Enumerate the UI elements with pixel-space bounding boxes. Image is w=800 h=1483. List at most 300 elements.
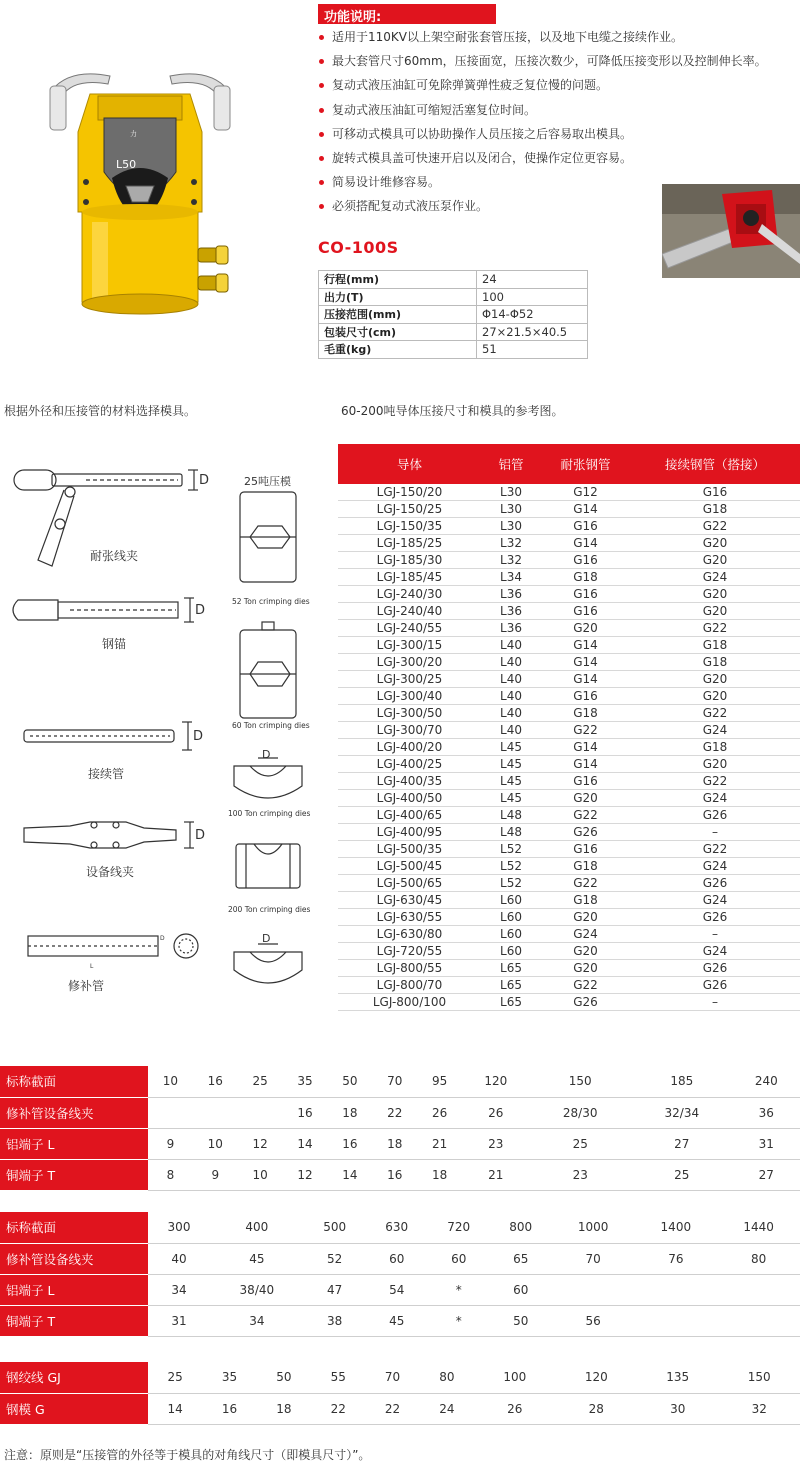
spec-value: 27×21.5×40.5 [477, 323, 588, 341]
size-cell: 34 [148, 1274, 210, 1305]
spec-row [319, 288, 588, 306]
size-cell: 55 [311, 1362, 365, 1393]
size-cell: 12 [238, 1128, 283, 1159]
ref-table-cell: L60 [481, 909, 541, 926]
size-cell: 16 [372, 1159, 417, 1190]
size-cell: 22 [365, 1393, 419, 1424]
size-table-2 [0, 1212, 800, 1337]
die-60t-drawing [234, 758, 302, 798]
ref-table-cell: G22 [630, 705, 800, 722]
ref-table-cell: G20 [630, 756, 800, 773]
ref-table-cell: G22 [630, 773, 800, 790]
spec-value: 24 [477, 271, 588, 289]
size-row-label: 铜端子 T [0, 1305, 148, 1336]
dim-d-5: D [262, 748, 271, 761]
ref-table-cell: LGJ-240/30 [338, 586, 481, 603]
size-row-label: 铜端子 T [0, 1159, 148, 1190]
size-cell: 50 [328, 1066, 373, 1097]
ref-table-cell: G24 [630, 790, 800, 807]
size-table-row [0, 1274, 800, 1305]
ref-table-cell: LGJ-300/20 [338, 654, 481, 671]
ref-table-cell: L36 [481, 603, 541, 620]
size-cell: * [428, 1305, 490, 1336]
ref-table-cell: G16 [541, 773, 630, 790]
ref-table-cell: LGJ-800/100 [338, 994, 481, 1011]
die-title-200t: 200 Ton crimping dies [228, 905, 311, 914]
dim-d-2: D [195, 603, 206, 618]
ref-table-cell: LGJ-400/95 [338, 824, 481, 841]
ref-table-cell: L60 [481, 943, 541, 960]
spec-row [319, 341, 588, 359]
ref-table-cell: LGJ-400/35 [338, 773, 481, 790]
size-cell: 21 [417, 1128, 462, 1159]
spec-row [319, 271, 588, 289]
size-cell: 1000 [552, 1212, 635, 1243]
ref-table-cell: LGJ-500/35 [338, 841, 481, 858]
ref-table-row [338, 569, 800, 586]
ref-table-cell: G20 [630, 586, 800, 603]
size-cell: 14 [148, 1393, 202, 1424]
note-left: 根据外径和压接管的材料选择模具。 [4, 404, 197, 418]
ref-table-cell: L45 [481, 790, 541, 807]
size-cell: 26 [417, 1097, 462, 1128]
ref-table-cell: G22 [541, 875, 630, 892]
size-cell: 52 [304, 1243, 366, 1274]
ref-table-row [338, 654, 800, 671]
ref-table-cell: G26 [630, 909, 800, 926]
ref-table-cell: G16 [541, 552, 630, 569]
ref-table-cell: G26 [541, 824, 630, 841]
size-cell: 32/34 [631, 1097, 733, 1128]
ref-table-cell: G22 [630, 841, 800, 858]
size-cell: 25 [148, 1362, 202, 1393]
ref-table-cell: L40 [481, 671, 541, 688]
ref-table-cell: G26 [630, 960, 800, 977]
ref-table-row [338, 535, 800, 552]
ref-table-cell: G18 [630, 501, 800, 518]
size-cell: 45 [210, 1243, 304, 1274]
ref-table-row [338, 484, 800, 501]
size-cell: 8 [148, 1159, 193, 1190]
size-cell: 31 [148, 1305, 210, 1336]
size-cell: 95 [417, 1066, 462, 1097]
ref-table-cell: LGJ-400/50 [338, 790, 481, 807]
ref-table-cell: G18 [630, 637, 800, 654]
ref-table-cell: LGJ-630/80 [338, 926, 481, 943]
size-cell: 240 [733, 1066, 800, 1097]
label-equipment-clamp: 设备线夹 [86, 865, 135, 879]
ref-table-cell: L65 [481, 960, 541, 977]
ref-table-cell: G16 [541, 518, 630, 535]
label-steel-anchor: 钢锚 [102, 637, 127, 651]
size-cell: 10 [193, 1128, 238, 1159]
ref-table-cell: G20 [541, 943, 630, 960]
size-cell: 34 [210, 1305, 304, 1336]
ref-table-cell: L34 [481, 569, 541, 586]
ref-table-cell: G16 [541, 586, 630, 603]
size-cell: 10 [238, 1159, 283, 1190]
size-row-label: 铝端子 L [0, 1274, 148, 1305]
size-cell: 36 [733, 1097, 800, 1128]
feature-item: 简易设计维修容易。 [318, 175, 800, 190]
size-cell: 18 [372, 1128, 417, 1159]
equipment-clamp-drawing [24, 822, 194, 848]
die-title-100t: 100 Ton crimping dies [228, 809, 311, 818]
ref-header-cell: 耐张钢管 [541, 444, 630, 484]
ref-table-row [338, 603, 800, 620]
size-cell: 9 [148, 1128, 193, 1159]
ref-table-cell: LGJ-150/25 [338, 501, 481, 518]
ref-table-cell: G22 [541, 807, 630, 824]
size-cell [717, 1274, 800, 1305]
ref-table-cell: G26 [630, 977, 800, 994]
size-cell [193, 1097, 238, 1128]
crimping-tool-photo [30, 62, 250, 332]
size-cell: 10 [148, 1066, 193, 1097]
dim-d-small: D [160, 935, 165, 942]
ref-table-cell: G20 [541, 790, 630, 807]
ref-table-cell: LGJ-400/25 [338, 756, 481, 773]
ref-table-cell: G18 [541, 705, 630, 722]
ref-table-body [338, 484, 800, 1011]
ref-table-cell: G18 [541, 569, 630, 586]
size-cell: 60 [490, 1274, 552, 1305]
dim-d-1: D [199, 473, 210, 488]
ref-table-cell: G20 [630, 603, 800, 620]
ref-table-cell: G18 [541, 858, 630, 875]
ref-table-cell: G24 [541, 926, 630, 943]
ref-table-cell: L32 [481, 552, 541, 569]
ref-table-cell: L65 [481, 994, 541, 1011]
size-cell: 630 [366, 1212, 428, 1243]
size-cell: 150 [529, 1066, 631, 1097]
ref-table-row [338, 841, 800, 858]
size-cell: 50 [257, 1362, 311, 1393]
ref-table-cell: LGJ-630/55 [338, 909, 481, 926]
size-cell: 28 [556, 1393, 637, 1424]
size-table-row [0, 1362, 800, 1393]
ref-table-cell: LGJ-500/45 [338, 858, 481, 875]
size-cell: 38/40 [210, 1274, 304, 1305]
size-cell: 150 [718, 1362, 800, 1393]
ref-table-row [338, 705, 800, 722]
ref-table-cell: LGJ-400/65 [338, 807, 481, 824]
ref-table-row [338, 501, 800, 518]
ref-table-cell: G20 [541, 909, 630, 926]
ref-table-cell: G20 [541, 620, 630, 637]
die-title-25t: 25吨压模 [244, 475, 291, 488]
size-cell: 70 [372, 1066, 417, 1097]
size-cell [552, 1274, 635, 1305]
ref-table-row [338, 960, 800, 977]
ref-table-cell: L48 [481, 807, 541, 824]
ref-table-cell: G24 [630, 858, 800, 875]
ref-table-cell: L32 [481, 535, 541, 552]
ref-table-cell: G14 [541, 637, 630, 654]
size-cell: 18 [257, 1393, 311, 1424]
ref-table-cell: LGJ-720/55 [338, 943, 481, 960]
ref-table-cell: G24 [630, 892, 800, 909]
size-cell: 800 [490, 1212, 552, 1243]
ref-table-cell: LGJ-240/40 [338, 603, 481, 620]
ref-table-cell: G16 [630, 484, 800, 501]
size-cell: * [428, 1274, 490, 1305]
size-cell: 70 [552, 1243, 635, 1274]
ref-table-row [338, 739, 800, 756]
size-cell: 400 [210, 1212, 304, 1243]
size-cell: 32 [718, 1393, 800, 1424]
ref-table-cell: G14 [541, 501, 630, 518]
size-cell: 185 [631, 1066, 733, 1097]
ref-table-cell: L30 [481, 518, 541, 535]
ref-table-cell: LGJ-150/20 [338, 484, 481, 501]
ref-table-row [338, 943, 800, 960]
ref-header-cell: 铝管 [481, 444, 541, 484]
size-cell: 27 [631, 1128, 733, 1159]
die-100t-drawing [236, 844, 300, 888]
size-row-label: 标称截面 [0, 1212, 148, 1243]
size-cell: 45 [366, 1305, 428, 1336]
ref-table-row [338, 807, 800, 824]
size-row-label: 铝端子 L [0, 1128, 148, 1159]
size-cell: 26 [474, 1393, 555, 1424]
spec-key: 行程(mm) [319, 271, 477, 289]
spec-row [319, 306, 588, 324]
spec-key: 出力(T) [319, 288, 477, 306]
size-cell [148, 1097, 193, 1128]
ref-table-row [338, 586, 800, 603]
ref-table-cell: LGJ-150/35 [338, 518, 481, 535]
model-title: CO-100S [318, 238, 399, 257]
ref-table-cell: G18 [541, 892, 630, 909]
ref-table-cell: LGJ-800/55 [338, 960, 481, 977]
size-cell: 100 [474, 1362, 555, 1393]
size-cell: 76 [634, 1243, 717, 1274]
ref-table-cell: G12 [541, 484, 630, 501]
ref-table-cell: G16 [541, 841, 630, 858]
size-cell: 120 [462, 1066, 529, 1097]
size-cell: 18 [328, 1097, 373, 1128]
ref-table-row [338, 994, 800, 1011]
ref-table-row [338, 722, 800, 739]
feature-item: 最大套管尺寸60mm，压接面宽，压接次数少，可降低压接变形以及控制伸长率。 [318, 54, 800, 69]
feature-item: 适用于110KV以上架空耐张套管压接，以及地下电缆之接续作业。 [318, 30, 800, 45]
size-cell: 60 [428, 1243, 490, 1274]
die-25t-drawing [240, 492, 296, 582]
size-table-row [0, 1128, 800, 1159]
ref-table-cell: G14 [541, 756, 630, 773]
ref-table-cell: L40 [481, 654, 541, 671]
feature-item: 必须搭配复动式液压泵作业。 [318, 199, 800, 214]
ref-table-cell: L45 [481, 756, 541, 773]
size-cell: 1400 [634, 1212, 717, 1243]
size-cell: 21 [462, 1159, 529, 1190]
ref-table-row [338, 858, 800, 875]
dim-l-small: L [90, 963, 94, 970]
size-cell: 16 [193, 1066, 238, 1097]
ref-table-cell: L40 [481, 688, 541, 705]
ref-table-row [338, 552, 800, 569]
die-title-52t: 52 Ton crimping dies [232, 597, 310, 606]
size-row-label: 钢绞线 GJ [0, 1362, 148, 1393]
ref-table-row [338, 824, 800, 841]
ref-table-cell: G26 [630, 807, 800, 824]
ref-table-cell: G22 [630, 518, 800, 535]
ref-table-row [338, 620, 800, 637]
ref-table-row [338, 926, 800, 943]
dim-d-3: D [193, 729, 204, 744]
die-brand-text: 力 [130, 130, 137, 138]
ref-table-cell: L60 [481, 892, 541, 909]
ref-table-row [338, 892, 800, 909]
die-200t-drawing [234, 944, 302, 983]
label-tension-clamp: 耐张线夹 [90, 549, 139, 563]
ref-table-cell: G24 [630, 722, 800, 739]
size-cell: 25 [238, 1066, 283, 1097]
die-title-60t: 60 Ton crimping dies [232, 721, 310, 730]
size-cell: 31 [733, 1128, 800, 1159]
size-cell [717, 1305, 800, 1336]
ref-table-cell: G20 [630, 552, 800, 569]
spec-key: 包装尺寸(cm) [319, 323, 477, 341]
ref-table-cell: LGJ-185/30 [338, 552, 481, 569]
size-cell: 16 [283, 1097, 328, 1128]
size-row-label: 钢模 G [0, 1393, 148, 1424]
ref-table-row [338, 909, 800, 926]
ref-table-cell: G20 [630, 535, 800, 552]
ref-table-cell: G20 [630, 671, 800, 688]
ref-table-cell: G20 [630, 688, 800, 705]
splice-tube-drawing [24, 722, 192, 750]
size-cell: 1440 [717, 1212, 800, 1243]
size-cell: 23 [462, 1128, 529, 1159]
size-table-row [0, 1159, 800, 1190]
size-cell: 12 [283, 1159, 328, 1190]
size-table-row [0, 1393, 800, 1424]
ref-table-cell: L40 [481, 722, 541, 739]
ref-table-cell: LGJ-630/45 [338, 892, 481, 909]
size-cell: 14 [283, 1128, 328, 1159]
size-cell [634, 1305, 717, 1336]
ref-table-header [338, 444, 800, 484]
tool-in-use-photo [662, 184, 800, 278]
size-cell: 23 [529, 1159, 631, 1190]
size-cell: 56 [552, 1305, 635, 1336]
ref-table-cell: – [630, 824, 800, 841]
ref-table-cell: LGJ-400/20 [338, 739, 481, 756]
ref-table-cell: G20 [541, 960, 630, 977]
ref-table-cell: G16 [541, 603, 630, 620]
size-cell: 65 [490, 1243, 552, 1274]
size-cell: 24 [420, 1393, 474, 1424]
spec-value: Φ14-Φ52 [477, 306, 588, 324]
spec-table [318, 270, 588, 359]
ref-table-cell: L52 [481, 858, 541, 875]
ref-table-row [338, 637, 800, 654]
size-cell: 28/30 [529, 1097, 631, 1128]
label-splice-tube: 接续管 [88, 767, 125, 781]
ref-table-row [338, 688, 800, 705]
size-cell: 135 [637, 1362, 718, 1393]
size-cell: 26 [462, 1097, 529, 1128]
size-cell: 120 [556, 1362, 637, 1393]
size-table-1 [0, 1066, 800, 1191]
size-row-label: 修补管设备线夹 [0, 1097, 148, 1128]
feature-item: 可移动式模具可以协助操作人员压接之后容易取出模具。 [318, 127, 800, 142]
feature-item: 旋转式模具盖可快速开启以及闭合，使操作定位更容易。 [318, 151, 800, 166]
ref-table-cell: – [630, 994, 800, 1011]
size-cell [238, 1097, 283, 1128]
size-cell: 14 [328, 1159, 373, 1190]
ref-table-cell: L40 [481, 705, 541, 722]
size-cell: 70 [365, 1362, 419, 1393]
ref-header-cell: 导体 [338, 444, 481, 484]
size-cell: 50 [490, 1305, 552, 1336]
size-table-row [0, 1097, 800, 1128]
ref-table-cell: LGJ-300/40 [338, 688, 481, 705]
size-row-label: 修补管设备线夹 [0, 1243, 148, 1274]
ref-header-cell: 接续钢管（搭接） [630, 444, 800, 484]
ref-table-cell: LGJ-300/15 [338, 637, 481, 654]
size-cell: 60 [366, 1243, 428, 1274]
size-cell: 27 [733, 1159, 800, 1190]
ref-table-cell: LGJ-185/45 [338, 569, 481, 586]
ref-table-row [338, 518, 800, 535]
size-table-row [0, 1066, 800, 1097]
ref-table-cell: G22 [541, 977, 630, 994]
ref-table-cell: LGJ-300/70 [338, 722, 481, 739]
size-table-row [0, 1305, 800, 1336]
label-repair-sleeve: 修补管 [68, 979, 105, 993]
ref-table-cell: LGJ-800/70 [338, 977, 481, 994]
ref-table-cell: G24 [630, 569, 800, 586]
ref-table-cell: G24 [630, 943, 800, 960]
ref-table-cell: L36 [481, 620, 541, 637]
footnote: 注意：原则是“压接管的外径等于模具的对角线尺寸（即模具尺寸）”。 [4, 1448, 371, 1462]
ref-table-cell: LGJ-500/65 [338, 875, 481, 892]
ref-table-cell: G14 [541, 671, 630, 688]
ref-table-row [338, 756, 800, 773]
repair-sleeve-drawing [28, 934, 198, 958]
size-cell: 300 [148, 1212, 210, 1243]
spec-value: 100 [477, 288, 588, 306]
ref-table-cell: LGJ-185/25 [338, 535, 481, 552]
ref-table-row [338, 790, 800, 807]
ref-table-row [338, 875, 800, 892]
ref-table-cell: G18 [630, 739, 800, 756]
ref-table-cell: L30 [481, 501, 541, 518]
size-cell: 80 [717, 1243, 800, 1274]
ref-table-cell: G18 [630, 654, 800, 671]
size-cell: 720 [428, 1212, 490, 1243]
ref-table-cell: L52 [481, 875, 541, 892]
size-cell: 30 [637, 1393, 718, 1424]
size-cell: 35 [283, 1066, 328, 1097]
ref-table-cell: LGJ-240/55 [338, 620, 481, 637]
ref-table-cell: L45 [481, 739, 541, 756]
spec-value: 51 [477, 341, 588, 359]
ref-table-cell: – [630, 926, 800, 943]
ref-table-cell: L45 [481, 773, 541, 790]
ref-table-cell: LGJ-300/25 [338, 671, 481, 688]
size-cell [634, 1274, 717, 1305]
feature-item: 复动式液压油缸可缩短活塞复位时间。 [318, 103, 800, 118]
ref-table-cell: G14 [541, 535, 630, 552]
features-title: 功能说明: [318, 4, 496, 24]
conductor-die-reference-table [338, 444, 800, 1011]
size-table-row [0, 1212, 800, 1243]
ref-table-cell: L48 [481, 824, 541, 841]
